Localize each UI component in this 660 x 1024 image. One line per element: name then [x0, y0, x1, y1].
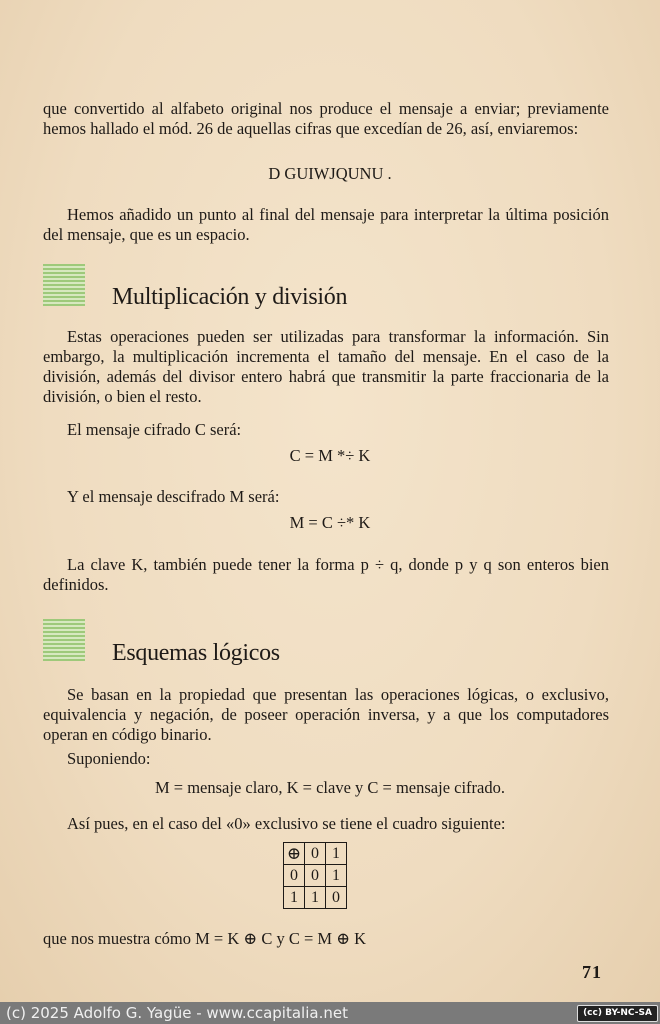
table-row	[284, 865, 347, 887]
paragraph-intro: que convertido al alfabeto original nos produce el mensaje a enviar; previamente hemos hallado el mód. 26 de aquellas cifras que excedían de 26, así, enviaremos:	[43, 99, 609, 138]
footer-bar	[0, 1002, 660, 1024]
table-cell: 1	[326, 865, 347, 887]
table-header-cell: 1	[326, 843, 347, 865]
table-header-row	[284, 843, 347, 865]
paragraph-decipher-label: Y el mensaje descifrado M será:	[67, 487, 280, 506]
heading-logical-schemes: Esquemas lógicos	[112, 640, 280, 666]
equation-definitions: M = mensaje claro, K = clave y C = mensaje cifrado.	[154, 778, 505, 797]
xor-symbol-icon: ⊕	[284, 843, 305, 865]
page-number: 71	[582, 962, 602, 982]
section-marker-icon	[43, 264, 85, 306]
equation-cipher: C = M *÷ K	[289, 446, 371, 465]
table-cell: 0	[326, 887, 347, 909]
paragraph-operations: Estas operaciones pueden ser utilizadas para transformar la información. Sin embargo, la multiplicación incrementa el tamaño del mensaje. En el caso de la división, además del divisor entero habrá que transmitir la parte fraccionaria de la división, o bien el resto.	[43, 327, 609, 406]
table-row-label: 0	[284, 865, 305, 887]
table-header-cell: 0	[305, 843, 326, 865]
table-cell: 0	[305, 865, 326, 887]
paragraph-supposing: Suponiendo:	[67, 749, 151, 768]
xor-truth-table	[283, 842, 347, 909]
paragraph-cipher-label: El mensaje cifrado C será:	[67, 420, 242, 439]
paragraph-logic-operations: Se basan en la propiedad que presentan las operaciones lógicas, o exclusivo, equivalencia y negación, de poseer operación inversa, y a que los computadores operan en código binario.	[43, 685, 609, 744]
table-cell: 1	[305, 887, 326, 909]
license-badge[interactable]: (cc) BY-NC-SA	[577, 1005, 658, 1022]
paragraph-key-form: La clave K, también puede tener la forma p ÷ q, donde p y q son enteros bien definidos.	[43, 555, 609, 594]
paragraph-period-note: Hemos añadido un punto al final del mensaje para interpretar la última posición del mensaje, que es un espacio.	[43, 205, 609, 244]
footer-credit: (c) 2025 Adolfo G. Yagüe - www.ccapitalia.net	[6, 1004, 348, 1022]
section-marker-icon	[43, 619, 85, 661]
paragraph-conclusion: que nos muestra cómo M = K ⊕ C y C = M ⊕ K	[43, 929, 367, 948]
table-row	[284, 887, 347, 909]
table-row-label: 1	[284, 887, 305, 909]
paragraph-xor-intro: Así pues, en el caso del «0» exclusivo se tiene el cuadro siguiente:	[67, 814, 506, 833]
heading-multiplication-division: Multiplicación y división	[112, 284, 348, 310]
equation-decipher: M = C ÷* K	[289, 513, 371, 532]
cipher-text: D GUIWJQUNU .	[268, 164, 392, 183]
